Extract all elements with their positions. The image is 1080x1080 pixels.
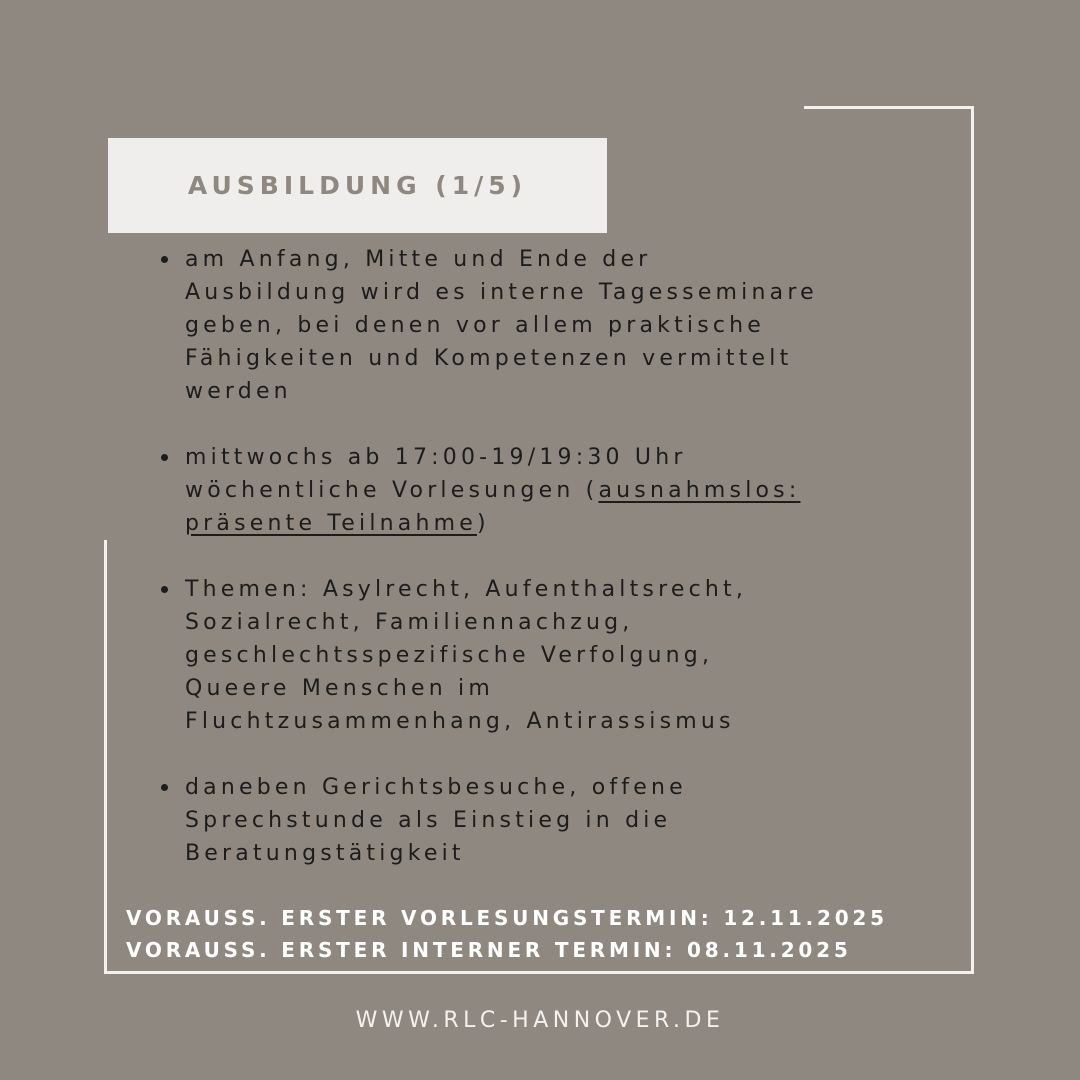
bullet-line: werden xyxy=(185,379,292,404)
page-title: AUSBILDUNG (1/5) xyxy=(187,171,528,200)
bullet-line: Themen: Asylrecht, Aufenthaltsrecht, xyxy=(185,577,748,602)
footer-lecture-date: VORAUSS. ERSTER VORLESUNGSTERMIN: 12.11.2025 xyxy=(126,906,888,930)
bullet-line: am Anfang, Mitte und Ende der xyxy=(185,247,652,272)
title-box xyxy=(108,138,607,233)
list-item xyxy=(160,573,960,738)
frame-bottom-line xyxy=(104,971,974,974)
bullet-line: Fähigkeiten und Kompetenzen vermittelt xyxy=(185,346,793,371)
bullet-line: daneben Gerichtsbesuche, offene xyxy=(185,775,687,800)
bullet-line: Ausbildung wird es interne Tagesseminare xyxy=(185,280,818,305)
list-item xyxy=(160,771,960,870)
bullet-line: geschlechtsspezifische Verfolgung, xyxy=(185,643,714,668)
bullet-line: Beratungstätigkeit xyxy=(185,841,465,866)
website-url: WWW.RLC-HANNOVER.DE xyxy=(355,1008,725,1033)
bullet-text: ) xyxy=(476,511,490,536)
frame-left-line xyxy=(104,540,107,974)
list-item xyxy=(160,243,960,408)
frame-top-line xyxy=(804,106,974,109)
bullet-line: geben, bei denen vor allem praktische xyxy=(185,313,766,338)
frame-right-line xyxy=(971,106,974,974)
underlined-text: präsente Teilnahme xyxy=(185,511,477,536)
bullet-line xyxy=(185,474,960,507)
footer-internal-date: VORAUSS. ERSTER INTERNER TERMIN: 08.11.2025 xyxy=(126,938,852,962)
bullet-line: Fluchtzusammenhang, Antirassismus xyxy=(185,709,735,734)
bullet-list xyxy=(160,243,960,903)
bullet-line xyxy=(185,507,960,540)
bullet-text: wöchentliche Vorlesungen ( xyxy=(185,478,599,503)
bullet-line: Queere Menschen im xyxy=(185,676,494,701)
list-item xyxy=(160,441,960,540)
bullet-line: mittwochs ab 17:00-19/19:30 Uhr xyxy=(185,445,687,470)
underlined-text: ausnahmslos: xyxy=(598,478,801,503)
bullet-line: Sprechstunde als Einstieg in die xyxy=(185,808,672,833)
bullet-line: Sozialrecht, Familiennachzug, xyxy=(185,610,634,635)
